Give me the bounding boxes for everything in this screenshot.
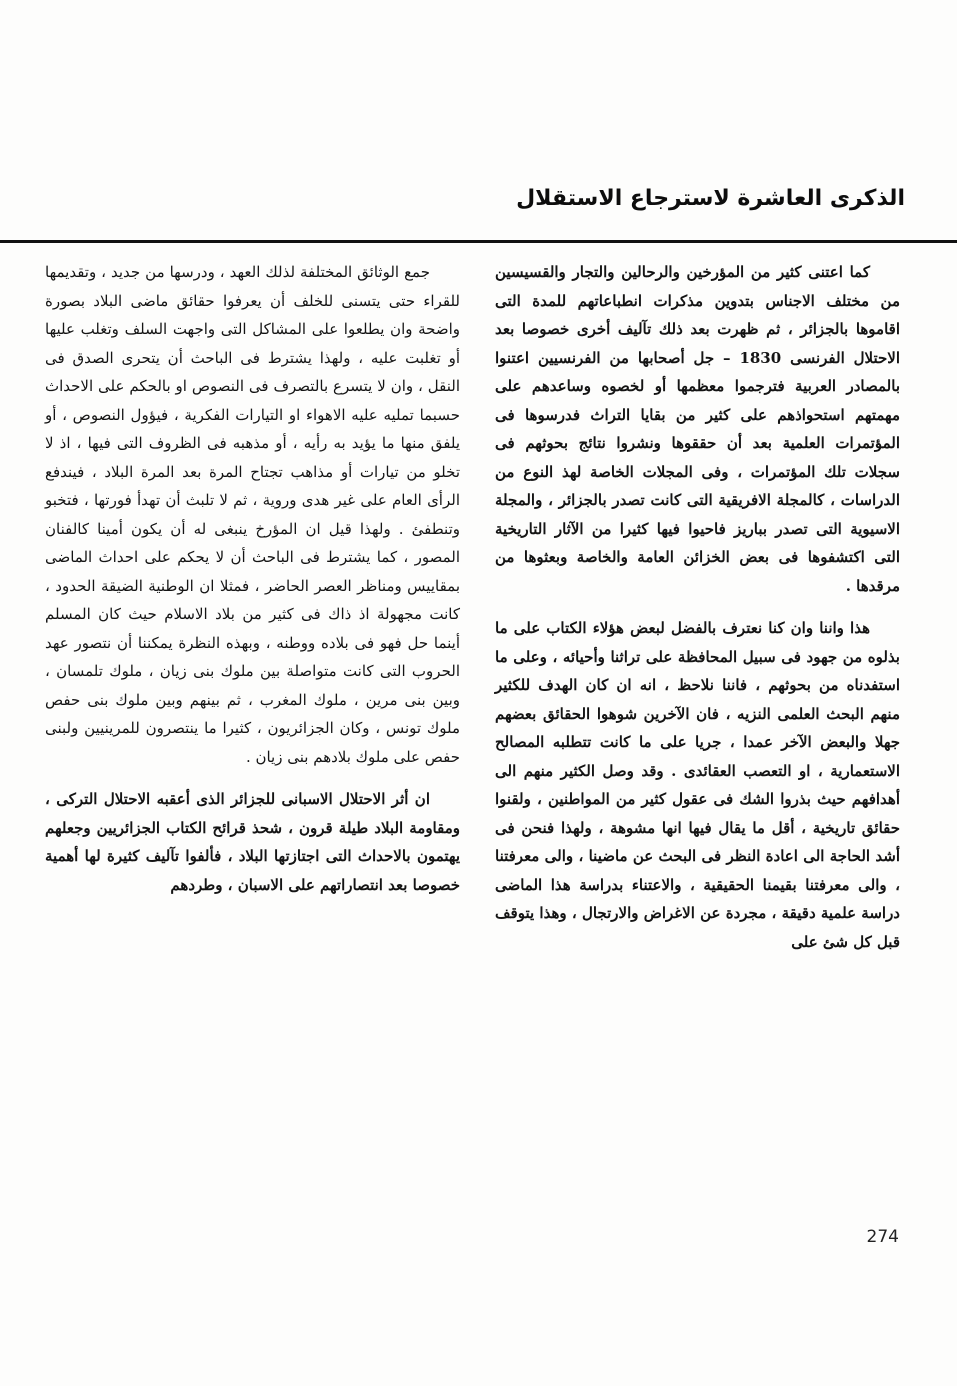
left-column bbox=[45, 258, 460, 899]
running-header: الذكرى العاشرة لاسترجاع الاستقلال bbox=[516, 186, 905, 211]
paragraph: كما اعتنى كثير من المؤرخين والرحالين والتجار والقسيسين من مختلف الاجناس بتدوين مذكرات انطباعاتهم للمدة التى اقاموها بالجزائر ، ثم ظهرت بعد ذلك تآليف أخرى خصوصا بعد الاحتلال الفرنسى 1830 – جل أصحابها من الفرنسيين اعتنوا بالمصادر العربية فترجموا معظمها أو لخصوه وساعدهم على مهمتهم استحواذهم على كثير من بقايا التراث فدرسوها فى المؤتمرات العلمية بعد أن حققوها ونشروا نتائج بحوثهم فى سجلات تلك المؤتمرات ، وفى المجلات الخاصة لهذ النوع من الدراسات ، كالمجلة الافريقية التى كانت تصدر بالجزائر ، والمجلة الاسيوية التى تصدر بباريز فاحيوا فيها كثيرا من الآثار التاريخية التى اكتشفوها فى بعض الخزائن العامة والخاصة وبعثوها من مرقدها . bbox=[495, 263, 900, 595]
right-column bbox=[495, 258, 900, 956]
paragraph: جمع الوثائق المختلفة لذلك العهد ، ودرسها من جديد ، وتقديمها للقراء حتى يتسنى للخلف أن يعرفوا حقائق ماضى البلاد بصورة واضحة وان يطلعوا على المشاكل التى واجهت السلف وتغلب عليها أو تغلبت عليه ، ولهذا يشترط فى الباحث أن يتحرى الصدق فى النقل ، وان لا يتسرع بالتصرف فى النصوص او بالحكم على الاحداث حسبما تمليه عليه الاهواء او التيارات الفكرية ، فيؤول النصوص ، أو يلفق منها ما يؤيد به رأيه ، أو مذهبه فى الظروف التى فيها ، اذ لا تخلو من تيارات أو مذاهب تجتاح المرة بعد المرة البلاد ، فيندفع الرأى العام على غير هدى وروية ، ثم لا تلبث أن تهدأ فورتها ، فتخبو وتنطفئ . ولهذا قيل ان المؤرخ ينبغى له أن يكون أمينا كالفنان المصور ، كما يشترط فى الباحث أن لا يحكم على احداث الماضى بمقاييس ومناظر العصر الحاضر ، فمثلا ان الوطنية الضيقة الحدود ، كانت مجهولة اذ ذاك فى كثير من بلاد الاسلام حيث كان المسلم أينما حل فهو فى بلاده ووطنه ، وبهذه النظرة يمكننا أن نتصور عهد الحروب التى كانت متواصلة بين ملوك بنى زيان ، ملوك تلمسان ، وبين بنى مرين ، ملوك المغرب ، ثم بينهم وبين ملوك بنى حفص ملوك تونس ، وكان الجزائريون ، كثيرا ما ينتصرون للمرينيين ولبنى حفص على ملوك بلادهم بنى زيان . bbox=[45, 263, 460, 766]
header-rule bbox=[0, 240, 957, 243]
page-number: 274 bbox=[866, 1227, 899, 1247]
paragraph: هذا واننا وان كنا نعترف بالفضل لبعض هؤلاء الكتاب على ما بذلوه من جهود فى سبيل المحافظة على تراثنا وأحيائه ، وعلى ما استفدناه من بحوثهم ، فاننا نلاحظ ، انه ان كان الهدف للكثير منهم البحث العلمى النزيه ، فان الآخرين شوهوا الحقائق بعضهم جهلا والبعض الآخر عمدا ، جريا على ما كانت تتطلبه المصالح الاستعمارية ، او التعصب العقائدى . وقد وصل الكثير منهم الى أهدافهم حيث بذروا الشك فى عقول كثير من المواطنين ، ولقنوا حقائق تاريخية ، أقل ما يقال فيها انها مشوهة ، ولهذا فنحن فى أشد الحاجة الى اعادة النظر فى البحث عن ماضينا ، والى معرفتنا ، والى معرفتنا بقيمنا الحقيقية ، والاعتناء بدراسة هذا الماضى دراسة علمية دقيقة ، مجردة عن الاغراض والارتجال ، وهذا يتوقف قبل كل شئ على bbox=[495, 619, 900, 951]
paragraph: ان أثر الاحتلال الاسبانى للجزائر الذى أعقبه الاحتلال التركى ، ومقاومة البلاد طيلة قرون ، شحذ قرائح الكتاب الجزائريين وجعلهم يهتمون بالاحداث التى اجتازتها البلاد ، فألفوا تآليف كثيرة لها أهمية خصوصا بعد انتصاراتهم على الاسبان ، وطردهم bbox=[45, 790, 460, 894]
